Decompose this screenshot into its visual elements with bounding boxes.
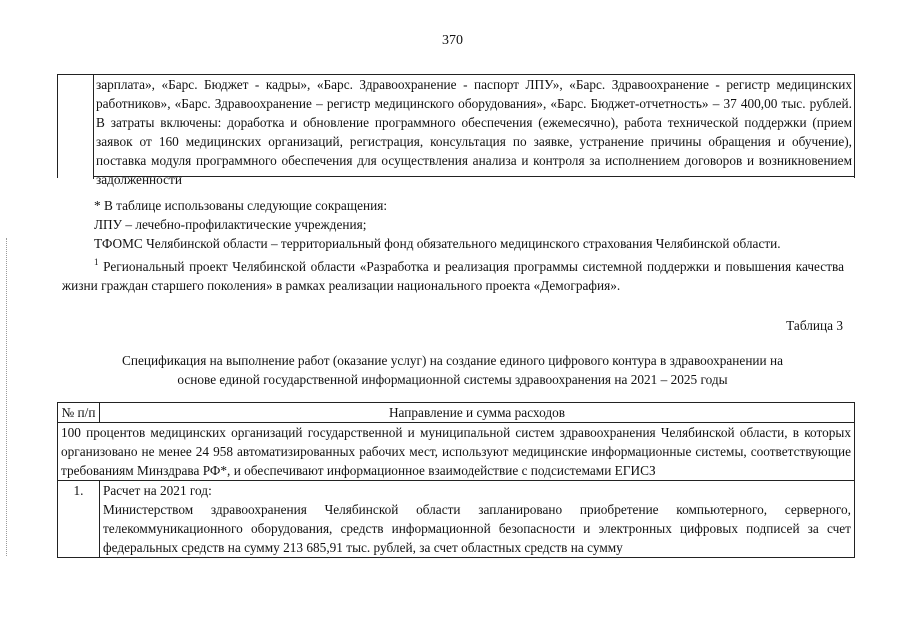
table-row [58, 481, 855, 558]
footnote-mark: 1 [94, 257, 99, 267]
header-number-cell: № п/п [58, 403, 100, 423]
footnote-text: Региональный проект Челябинской области «Разработка и реализация программы системной поддержки и повышения качества жизни граждан старшего поколения» в рамках реализации национального проекта «Демография». [62, 259, 845, 293]
row-description: Министерством здравоохранения Челябинской области запланировано приобретение компьютерного, серверного, телекоммуникационного оборудования, средств информационной безопасности и электронных цифровых подписей за счет федеральных средств на сумму 213 685,91 тыс. рублей, за счет областных средств на сумму [103, 502, 851, 555]
spec-table [57, 402, 855, 558]
continued-table-rule [94, 176, 854, 177]
continued-table-number-cell [58, 75, 94, 179]
header-title-cell: Направление и сумма расходов [100, 403, 855, 423]
notes-intro: * В таблице использованы следующие сокращения: [94, 198, 388, 213]
spec-table-section-row [58, 423, 855, 481]
table-title-line-1: Спецификация на выполнение работ (оказание услуг) на создание единого цифрового контура в здравоохранении на [121, 353, 784, 368]
footnote [62, 253, 844, 295]
row-number: 1. [58, 481, 100, 558]
table-label: Таблица 3 [786, 318, 843, 333]
margin-mark [6, 238, 8, 556]
continued-table-text: зарплата», «Барс. Бюджет - кадры», «Барс. Здравоохранение - паспорт ЛПУ», «Барс. Здравоохранение - регистр медицинских работников», «Барс. Здравоохранение – регистр медицинского оборудования», «Барс. Бюджет-отчетность» – 37 400,00 тыс. рублей. В затраты включены: доработка и обновление программного обеспечения (ежемесячно), работа технической поддержки (прием заявок от 160 медицинских организаций, регистрация, консультация по заявке, устранение причины обращения и обучение), поставка модуля программного обеспечения для осуществления анализа и контроля за исполнением договоров и возникновением задолженности [96, 77, 852, 187]
notes-lpu: ЛПУ – лечебно-профилактические учреждения; [94, 217, 367, 232]
spec-table-header [58, 403, 855, 423]
row-heading: Расчет на 2021 год: [103, 483, 212, 498]
row-content [100, 481, 855, 558]
page-number: 370 [442, 33, 463, 48]
notes-tfoms: ТФОМС Челябинской области – территориальный фонд обязательного медицинского страхования Челябинской области. [94, 236, 781, 251]
table-title-line-2: основе единой государственной информационной системы здравоохранения на 2021 – 2025 годы [177, 372, 728, 387]
table-title [60, 351, 845, 389]
section-text: 100 процентов медицинских организаций государственной и муниципальной систем здравоохранения Челябинской области, в которых организовано не менее 24 958 автоматизированных рабочих мест, используют медицинские информационные системы, соответствующие требованиям Минздрава РФ*, и обеспечивают информационное взаимодействие с подсистемами ЕГИСЗ [58, 423, 855, 481]
table-notes [62, 196, 844, 295]
continued-table [57, 74, 855, 187]
